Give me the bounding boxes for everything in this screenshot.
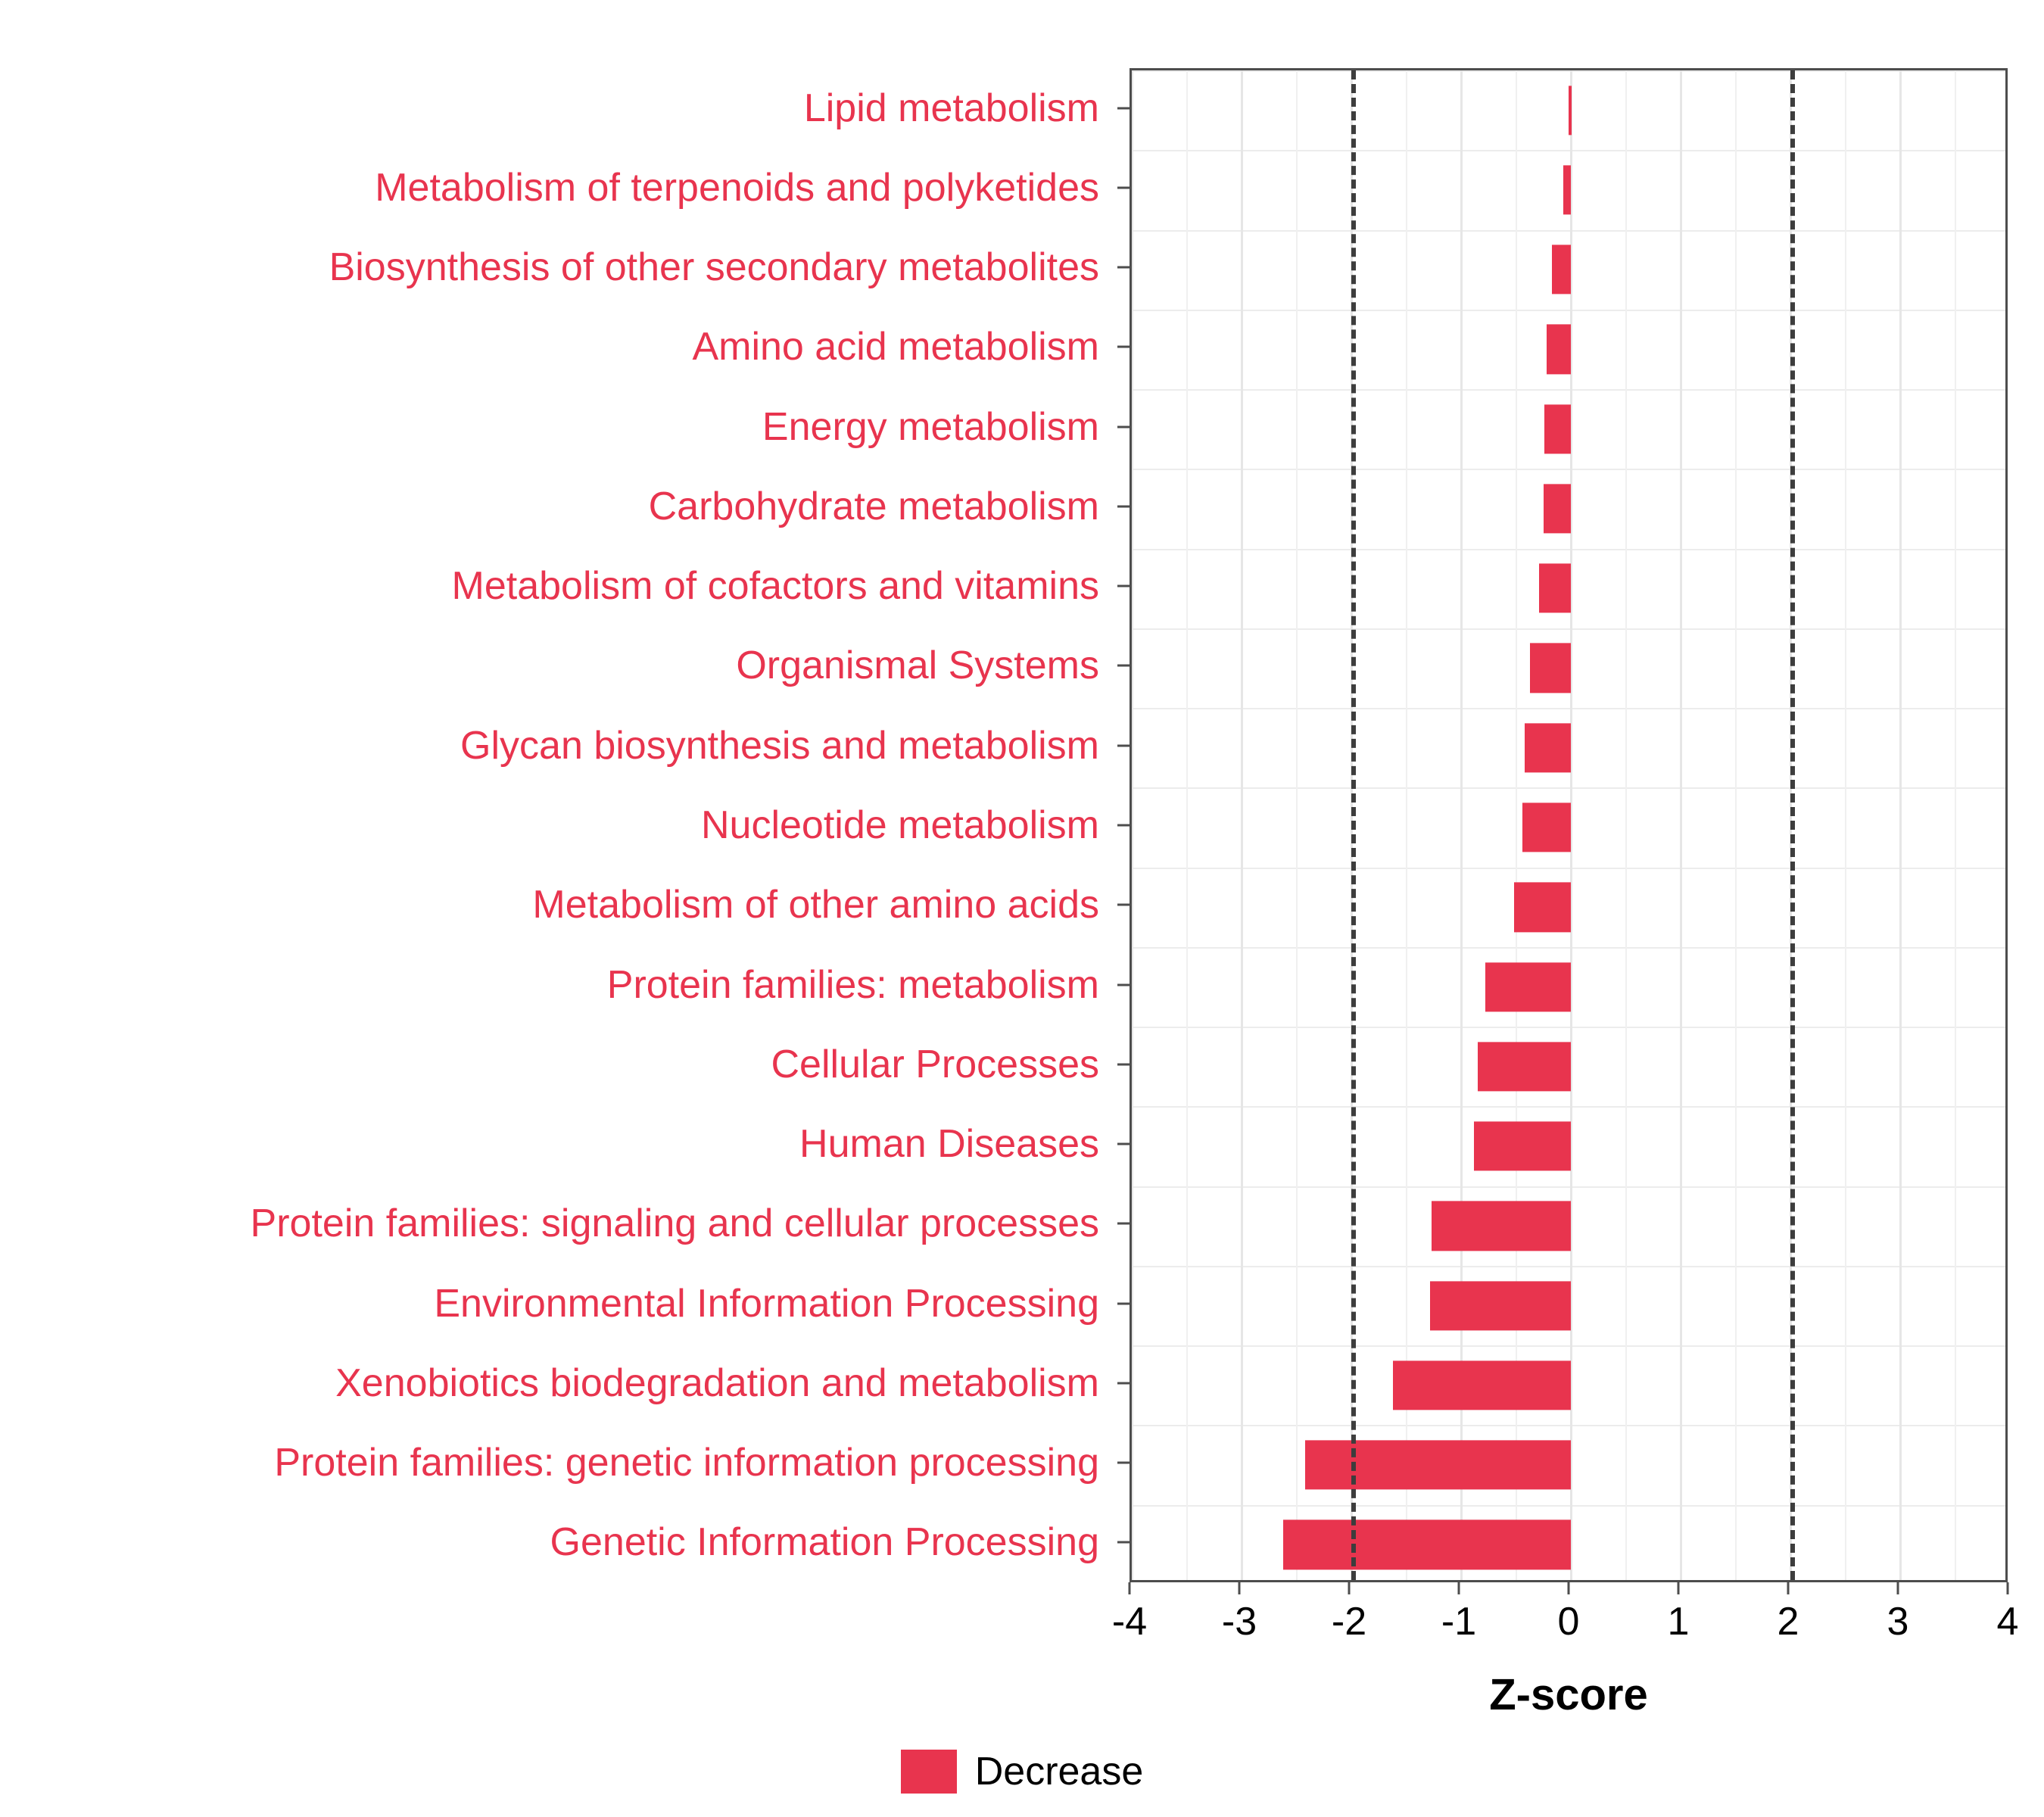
gridline-vertical-minor bbox=[1735, 70, 1737, 1580]
bar bbox=[1569, 86, 1572, 135]
bar bbox=[1514, 883, 1571, 932]
gridline-vertical bbox=[1680, 70, 1682, 1580]
x-tick-mark bbox=[1239, 1582, 1241, 1594]
category-label: Amino acid metabolism bbox=[692, 325, 1099, 369]
gridline-horizontal bbox=[1132, 389, 2005, 391]
x-tick-mark bbox=[1129, 1582, 1131, 1594]
category-tick bbox=[1117, 186, 1129, 189]
bar bbox=[1552, 245, 1571, 295]
bar bbox=[1544, 484, 1571, 533]
x-tick-label: -4 bbox=[1111, 1600, 1148, 1644]
gridline-horizontal bbox=[1132, 1345, 2005, 1347]
category-tick bbox=[1117, 1223, 1129, 1225]
x-axis-title: Z-score bbox=[1489, 1670, 1648, 1719]
gridline-horizontal bbox=[1132, 787, 2005, 789]
gridline-horizontal bbox=[1132, 1266, 2005, 1267]
gridline-vertical-minor bbox=[1625, 70, 1627, 1580]
category-label: Environmental Information Processing bbox=[434, 1281, 1099, 1326]
category-label: Xenobiotics biodegradation and metabolism bbox=[335, 1360, 1099, 1405]
x-tick-label: 1 bbox=[1667, 1600, 1690, 1644]
bar bbox=[1485, 962, 1571, 1011]
x-tick-mark bbox=[1897, 1582, 1899, 1594]
gridline-horizontal bbox=[1132, 1186, 2005, 1188]
bar bbox=[1432, 1201, 1571, 1251]
x-tick-label: -1 bbox=[1441, 1600, 1477, 1644]
category-label: Energy metabolism bbox=[762, 404, 1099, 449]
category-tick bbox=[1117, 904, 1129, 906]
category-label: Protein families: signaling and cellular processes bbox=[250, 1201, 1099, 1246]
gridline-vertical-minor bbox=[1845, 70, 1846, 1580]
category-label: Nucleotide metabolism bbox=[700, 803, 1099, 847]
category-tick bbox=[1117, 266, 1129, 269]
x-tick-label: 3 bbox=[1887, 1600, 1909, 1644]
x-tick-mark bbox=[1458, 1582, 1460, 1594]
gridline-horizontal bbox=[1132, 549, 2005, 550]
x-tick-label: 2 bbox=[1777, 1600, 1799, 1644]
category-label: Carbohydrate metabolism bbox=[648, 484, 1099, 528]
x-tick-label: 4 bbox=[1996, 1600, 2019, 1644]
category-tick bbox=[1117, 665, 1129, 667]
category-tick bbox=[1117, 346, 1129, 348]
gridline-horizontal bbox=[1132, 1027, 2005, 1028]
category-label: Metabolism of terpenoids and polyketides bbox=[375, 165, 1099, 210]
category-label: Protein families: metabolism bbox=[606, 962, 1099, 1007]
legend-label-decrease: Decrease bbox=[974, 1750, 1144, 1794]
bar bbox=[1530, 644, 1571, 693]
gridline-vertical-minor bbox=[1186, 70, 1188, 1580]
category-label: Glycan biosynthesis and metabolism bbox=[460, 723, 1099, 768]
gridline-horizontal bbox=[1132, 1505, 2005, 1507]
category-tick bbox=[1117, 425, 1129, 428]
gridline-horizontal bbox=[1132, 70, 2005, 72]
category-label: Biosynthesis of other secondary metabolites bbox=[329, 245, 1099, 290]
threshold-line bbox=[1790, 70, 1795, 1580]
x-tick-mark bbox=[1568, 1582, 1570, 1594]
category-label: Cellular Processes bbox=[771, 1042, 1099, 1086]
x-tick-mark bbox=[2007, 1582, 2009, 1594]
category-tick bbox=[1117, 107, 1129, 109]
bar bbox=[1474, 1121, 1571, 1170]
gridline-vertical-minor bbox=[1296, 70, 1298, 1580]
category-tick bbox=[1117, 744, 1129, 746]
category-label: Genetic Information Processing bbox=[550, 1520, 1099, 1565]
gridline-horizontal bbox=[1132, 469, 2005, 470]
gridline-horizontal bbox=[1132, 708, 2005, 709]
chart-legend bbox=[0, 1749, 2044, 1794]
gridline-vertical-minor bbox=[1406, 70, 1407, 1580]
bar bbox=[1563, 165, 1571, 214]
gridline-horizontal bbox=[1132, 230, 2005, 232]
gridline-horizontal bbox=[1132, 1106, 2005, 1108]
x-tick-label: -2 bbox=[1331, 1600, 1367, 1644]
gridline-horizontal bbox=[1132, 868, 2005, 869]
category-tick bbox=[1117, 824, 1129, 827]
x-axis bbox=[1111, 1582, 2019, 1673]
x-tick-label: 0 bbox=[1557, 1600, 1580, 1644]
category-axis-labels bbox=[0, 68, 1120, 1582]
bar bbox=[1547, 325, 1571, 374]
gridline-horizontal bbox=[1132, 947, 2005, 949]
bar bbox=[1305, 1440, 1571, 1489]
category-tick bbox=[1117, 1063, 1129, 1065]
gridline-horizontal bbox=[1132, 150, 2005, 151]
category-tick bbox=[1117, 1462, 1129, 1464]
threshold-line bbox=[1351, 70, 1356, 1580]
gridline-horizontal bbox=[1132, 1425, 2005, 1426]
category-label: Protein families: genetic information processing bbox=[274, 1441, 1099, 1485]
x-tick-mark bbox=[1787, 1582, 1790, 1594]
x-tick-mark bbox=[1348, 1582, 1351, 1594]
bar bbox=[1430, 1281, 1571, 1330]
category-label: Human Diseases bbox=[799, 1122, 1099, 1167]
category-label: Metabolism of cofactors and vitamins bbox=[451, 564, 1099, 609]
gridline-vertical-minor bbox=[1516, 70, 1517, 1580]
gridline-horizontal bbox=[1132, 628, 2005, 630]
x-tick-mark bbox=[1678, 1582, 1680, 1594]
category-label: Organismal Systems bbox=[736, 644, 1099, 688]
gridline-horizontal bbox=[1132, 310, 2005, 311]
legend-swatch-decrease bbox=[901, 1750, 957, 1794]
bar bbox=[1544, 404, 1571, 453]
bar bbox=[1539, 564, 1571, 613]
bar bbox=[1478, 1042, 1571, 1091]
category-label: Metabolism of other amino acids bbox=[532, 883, 1099, 927]
bar bbox=[1525, 723, 1571, 772]
gridline-vertical bbox=[1899, 70, 1902, 1580]
category-tick bbox=[1117, 1302, 1129, 1304]
category-tick bbox=[1117, 585, 1129, 587]
bar bbox=[1393, 1360, 1571, 1410]
gridline-vertical-minor bbox=[1955, 70, 1956, 1580]
bar bbox=[1522, 803, 1571, 852]
gridline-vertical bbox=[1241, 70, 1243, 1580]
x-tick-label: -3 bbox=[1221, 1600, 1257, 1644]
gridline-vertical bbox=[1131, 70, 1133, 1580]
bar bbox=[1283, 1520, 1571, 1569]
category-tick bbox=[1117, 1382, 1129, 1384]
gridline-vertical bbox=[1460, 70, 1463, 1580]
category-label: Lipid metabolism bbox=[803, 86, 1099, 130]
plot-panel bbox=[1129, 68, 2008, 1582]
category-tick bbox=[1117, 1541, 1129, 1544]
category-tick bbox=[1117, 983, 1129, 986]
category-tick bbox=[1117, 1143, 1129, 1145]
category-tick bbox=[1117, 505, 1129, 507]
